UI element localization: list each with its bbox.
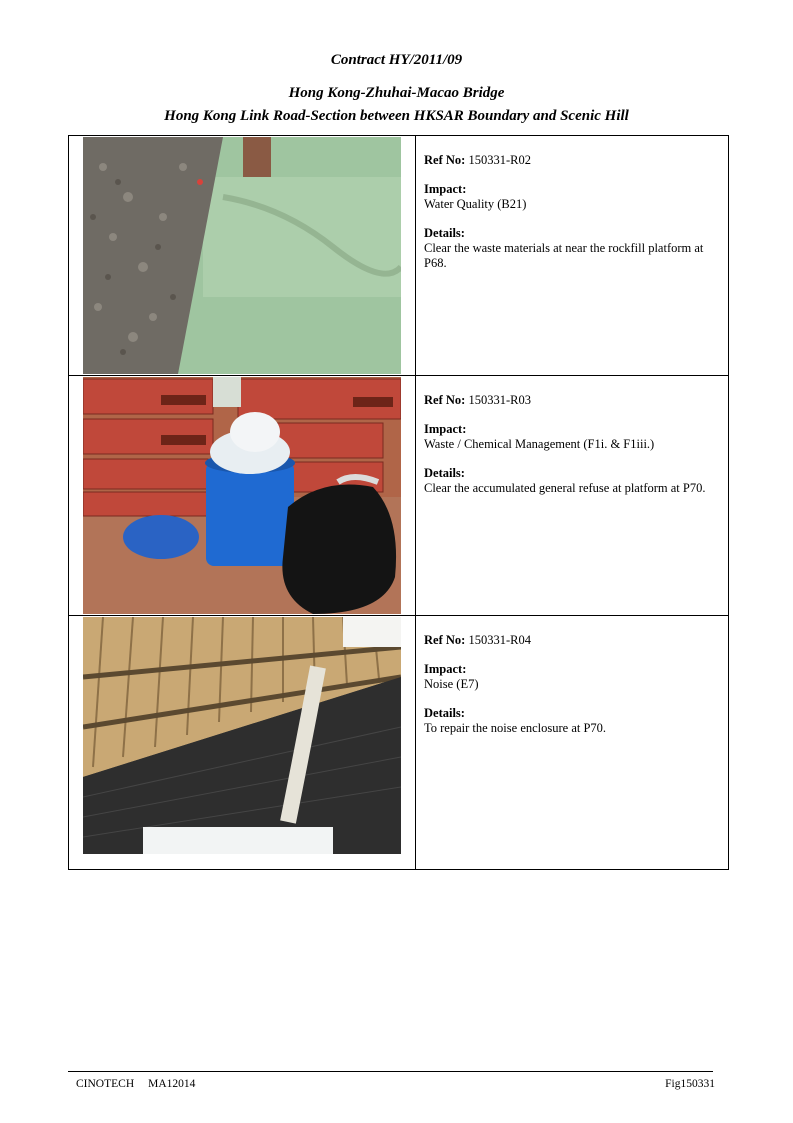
footer-company: CINOTECH [76,1078,135,1090]
footer-doc-code: MA12014 [148,1078,196,1090]
rockfill-water-photo [83,137,401,374]
details-label: Details: [424,466,465,480]
photo-cell [69,376,416,616]
photo-cell [69,616,416,870]
ref-no-label: Ref No: [424,393,466,407]
refuse-bin-photo [83,377,401,614]
footer-divider [68,1071,713,1072]
photo-cell [69,136,416,376]
details-cell [416,136,729,376]
noise-enclosure-photo [83,617,401,854]
details-value: Clear the accumulated general refuse at platform at P70. [424,481,706,495]
record-row [69,616,729,870]
ref-no-label: Ref No: [424,153,466,167]
footer-left [76,1078,195,1090]
details-value: Clear the waste materials at near the rockfill platform at P68. [424,241,704,270]
impact-label: Impact: [424,422,467,436]
ref-no-value: 150331-R03 [468,393,531,407]
details-label: Details: [424,226,465,240]
impact-value: Waste / Chemical Management (F1i. & F1iii.) [424,437,655,451]
contract-title: Contract HY/2011/09 [330,52,463,68]
details-label: Details: [424,706,465,720]
section-title: Hong Kong Link Road-Section between HKSAR Boundary and Scenic Hill [164,108,629,124]
record-row [69,376,729,616]
ref-no-value: 150331-R04 [468,633,531,647]
impact-label: Impact: [424,662,467,676]
details-value: To repair the noise enclosure at P70. [424,721,607,735]
record-row [69,136,729,376]
details-cell [416,616,729,870]
impact-value: Water Quality (B21) [424,197,527,211]
details-cell [416,376,729,616]
impact-label: Impact: [424,182,467,196]
photo-record-table [68,135,729,870]
ref-no-value: 150331-R02 [468,153,531,167]
ref-no-label: Ref No: [424,633,466,647]
impact-value: Noise (E7) [424,677,479,691]
footer-figure-number: Fig150331 [665,1078,715,1090]
project-title: Hong Kong-Zhuhai-Macao Bridge [288,85,505,101]
